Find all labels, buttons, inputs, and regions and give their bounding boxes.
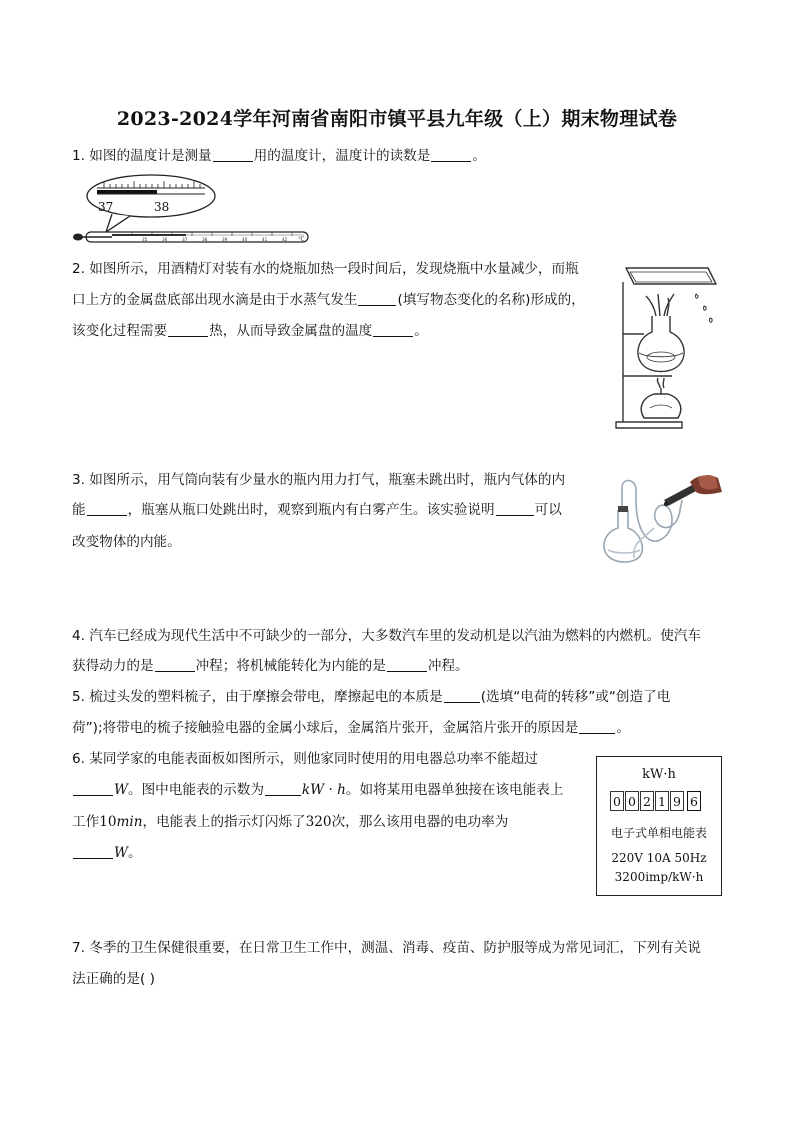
question-3-line-2: 能 ，瓶塞从瓶口处跳出时，观察到瓶内有白雾产生。该实验说明 可以 <box>72 502 562 518</box>
scale-label: 37 <box>182 237 188 242</box>
flask <box>604 510 642 562</box>
question-2-line-1: 2. 如图所示，用酒精灯对装有水的烧瓶加热一段时间后，发现烧瓶中水量减少，而瓶 <box>72 261 579 277</box>
answer-blank[interactable] <box>496 501 534 516</box>
energy-meter-panel <box>596 756 722 896</box>
meter-digit-decimal: 6 <box>687 791 701 811</box>
scale-label: 40 <box>242 237 248 242</box>
question-6-line-1: 6. 某同学家的电能表面板如图所示，则他家同时使用的用电器总功率不能超过 <box>72 751 538 767</box>
unit-label: ℃ <box>298 236 305 243</box>
air-hose <box>622 481 682 542</box>
answer-blank[interactable] <box>265 781 301 796</box>
scale-label: 36 <box>162 237 168 242</box>
meter-digit: 0 <box>625 791 639 811</box>
alcohol-lamp <box>641 394 681 418</box>
meter-name: 电子式单相电能表 <box>610 826 707 840</box>
meter-digit: 9 <box>670 791 684 811</box>
question-3-line-3: 改变物体的内能。 <box>72 534 181 550</box>
answer-blank[interactable] <box>155 657 195 672</box>
answer-blank[interactable] <box>431 147 471 162</box>
water-drop <box>704 306 707 310</box>
water-drop <box>695 294 698 298</box>
thermometer-tube <box>86 232 308 242</box>
question-6-line-2: W。图中电能表的示数为 kW · h。如将某用电器单独接在该电能表上 <box>72 780 563 800</box>
question-4-line-2: 获得动力的是 冲程；将机械能转化为内能的是 冲程。 <box>72 658 469 674</box>
thermometer-bulb <box>73 234 83 241</box>
question-1: 1. 如图的温度计是测量 用的温度计，温度计的读数是 。 <box>72 148 486 164</box>
scale-label: 35 <box>142 237 148 242</box>
meter-spec-impulse: 3200imp/kW·h <box>614 870 704 884</box>
question-2-line-3: 该变化过程需要 热，从而导致金属盘的温度 。 <box>72 323 428 339</box>
magnified-label-38: 38 <box>154 200 170 214</box>
answer-blank[interactable] <box>87 501 127 516</box>
flask-heating-figure <box>612 258 722 430</box>
question-6-line-4: W。 <box>72 843 142 863</box>
answer-blank[interactable] <box>213 147 253 162</box>
question-6-line-3: 工作10min，电能表上的指示灯闪烁了320次，那么该用电器的电功率为 <box>72 814 509 830</box>
answer-blank[interactable] <box>73 844 113 859</box>
meter-spec-rating: 220V 10A 50Hz <box>611 851 707 865</box>
water-drop <box>710 318 713 322</box>
thermometer-figure <box>72 174 312 248</box>
scale-label: 39 <box>222 237 228 242</box>
question-7-line-1: 7. 冬季的卫生保健很重要，在日常卫生工作中，测温、消毒、疫苗、防护服等成为常见词汇，下列有关说 <box>72 940 702 956</box>
scale-label: 41 <box>262 237 268 242</box>
question-2-line-2: 口上方的金属盘底部出现水滴是由于水蒸气发生 (填写物态变化的名称)形成的， <box>72 292 585 308</box>
answer-blank[interactable] <box>168 322 208 337</box>
flask <box>638 316 684 372</box>
answer-blank[interactable] <box>373 322 413 337</box>
question-4-line-1: 4. 汽车已经成为现代生活中不可缺少的一部分，大多数汽车里的发动机是以汽油为燃料的内燃机。使汽车 <box>72 628 702 644</box>
answer-blank[interactable] <box>579 719 615 734</box>
question-5-line-2: 荷”);将带电的梳子接触验电器的金属小球后，金属箔片张开，金属箔片张开的原因是 。 <box>72 720 630 736</box>
answer-blank[interactable] <box>444 688 480 703</box>
question-7-line-2: 法正确的是( ) <box>72 971 155 987</box>
page-title: 2023-2024学年河南省南阳市镇平县九年级（上）期末物理试卷 <box>116 108 678 130</box>
answer-blank[interactable] <box>73 781 113 796</box>
magnified-label-37: 37 <box>98 200 114 214</box>
meter-unit: kW·h <box>642 767 676 782</box>
air-pump-flask-figure <box>594 470 724 566</box>
answer-blank[interactable] <box>358 291 396 306</box>
meter-digit: 1 <box>655 791 669 811</box>
question-3-line-1: 3. 如图所示，用气筒向装有少量水的瓶内用力打气，瓶塞未跳出时，瓶内气体的内 <box>72 472 566 488</box>
meter-digit: 0 <box>610 791 624 811</box>
question-5-line-1: 5. 梳过头发的塑料梳子，由于摩擦会带电，摩擦起电的本质是 (选填“电荷的转移”或“创造了电 <box>72 689 671 705</box>
scale-label: 42 <box>282 237 288 242</box>
meter-digit: 2 <box>640 791 654 811</box>
answer-blank[interactable] <box>387 657 427 672</box>
scale-label: 38 <box>202 237 208 242</box>
meter-digits <box>610 791 702 811</box>
